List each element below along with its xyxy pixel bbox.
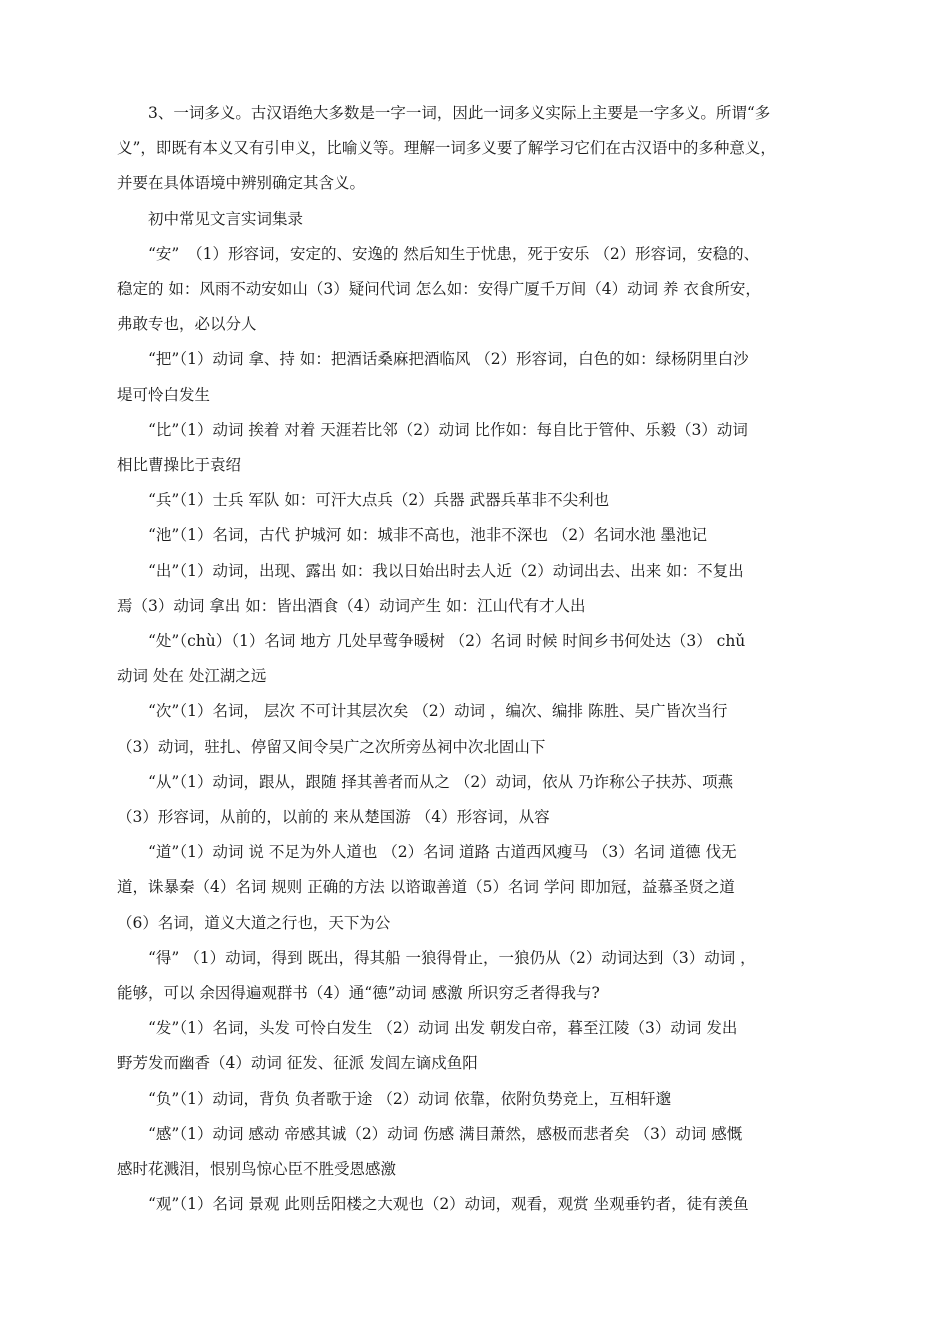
entry-paragraph	[117, 237, 837, 343]
entry-paragraph	[117, 624, 837, 694]
text-line: “负”（1）动词，背负 负者歌于途 （2）动词 依靠，依附负势竞上，互相轩邈	[148, 1089, 672, 1108]
section-title: 初中常见文言实词集录	[148, 209, 304, 228]
entry-paragraph	[117, 554, 837, 624]
text-line: （6）名词，道义大道之行也，天下为公	[117, 913, 391, 932]
intro-paragraph	[117, 96, 837, 202]
text-line: “处”（chù）（1）名词 地方 几处早莺争暖树 （2）名词 时候 时间乡书何处达（3） chǔ	[148, 632, 746, 651]
entry-paragraph	[117, 835, 837, 941]
text-line: “感”（1）动词 感动 帝感其诚（2）动词 伤感 满目萧然，感极而悲者矣 （3）动词 感慨	[148, 1124, 743, 1143]
text-line: 道，诛暴秦（4）名词 规则 正确的方法 以谘诹善道（5）名词 学问 即加冠，益慕圣贤之道	[117, 878, 735, 897]
text-line: “从”（1）动词，跟从，跟随 择其善者而从之 （2）动词，依从 乃诈称公子扶苏、项燕	[148, 772, 734, 791]
text-line: 焉（3）动词 拿出 如：皆出酒食（4）动词产生 如：江山代有才人出	[117, 596, 586, 615]
text-line: “把”（1）动词 拿、持 如：把酒话桑麻把酒临风 （2）形容词，白色的如：绿杨阴里白沙	[148, 350, 749, 369]
text-line: “兵”（1）士兵 军队 如：可汗大点兵（2）兵器 武器兵革非不尖利也	[148, 491, 610, 510]
entry-paragraph	[117, 483, 837, 518]
entry-paragraph	[117, 694, 837, 764]
text-line: 动词 处在 处江湖之远	[117, 667, 267, 686]
text-line: 感时花溅泪，恨别鸟惊心臣不胜受恩感激	[117, 1160, 397, 1179]
text-line: “出”（1）动词，出现、露出 如：我以日始出时去人近（2）动词出去、出来 如：不复出	[148, 561, 744, 580]
text-line: 相比曹操比于袁绍	[117, 456, 242, 475]
text-line: 能够，可以 余因得遍观群书（4）通“德”动词 感激 所识穷乏者得我与?	[117, 984, 600, 1003]
entry-paragraph	[117, 1117, 837, 1187]
text-line: “比”（1）动词 挨着 对着 天涯若比邻（2）动词 比作如：每自比于管仲、乐毅（3）动词	[148, 420, 748, 439]
text-line: （3）形容词，从前的，以前的 来从楚国游 （4）形容词，从容	[117, 808, 550, 827]
text-line: “池”（1）名词，古代 护城河 如：城非不高也，池非不深也 （2）名词水池 墨池记	[148, 526, 708, 545]
entry-paragraph	[117, 1082, 837, 1117]
document-page	[117, 96, 837, 1223]
text-line: （3）动词，驻扎、停留又间令吴广之次所旁丛祠中次北固山下	[117, 737, 546, 756]
text-line: 弗敢专也，必以分人	[117, 315, 257, 334]
entry-paragraph	[117, 342, 837, 412]
entry-paragraph	[117, 518, 837, 553]
text-line: “得” （1）动词，得到 既出，得其船 一狼得骨止，一狼仍从（2）动词达到（3）动词 ，	[148, 948, 756, 967]
entry-paragraph	[117, 413, 837, 483]
text-line: “发”（1）名词，头发 可怜白发生 （2）动词 出发 朝发白帝，暮至江陵（3）动词 发出	[148, 1019, 738, 1038]
entry-paragraph	[117, 941, 837, 1011]
text-line: “道”（1）动词 说 不足为外人道也 （2）名词 道路 古道西风瘦马 （3）名词 道德 伐无	[148, 843, 737, 862]
text-line: “观”（1）名词 景观 此则岳阳楼之大观也（2）动词，观看，观赏 坐观垂钓者，徒有羡鱼	[148, 1195, 749, 1214]
entry-paragraph	[117, 1187, 837, 1222]
text-line: 并要在具体语境中辨别确定其含义。	[117, 174, 366, 193]
text-line: 义”，即既有本义又有引申义，比喻义等。理解一词多义要了解学习它们在古汉语中的多种意义，	[117, 139, 776, 158]
text-line: 稳定的 如：风雨不动安如山（3）疑问代词 怎么如：安得广厦千万间（4）动词 养 衣食所安，	[117, 280, 761, 299]
entry-paragraph	[117, 1011, 837, 1081]
text-line: 野芳发而幽香（4）动词 征发、征派 发闾左谪戍鱼阳	[117, 1054, 478, 1073]
text-line: “安” （1）形容词，安定的、安逸的 然后知生于忧患，死于安乐 （2）形容词，安稳的、	[148, 244, 760, 263]
text-line: 3、一词多义。古汉语绝大多数是一字一词，因此一词多义实际上主要是一字多义。所谓“多	[148, 104, 771, 122]
text-line: “次”（1）名词， 层次 不可计其层次矣 （2）动词 ，编次、编排 陈胜、吴广皆次当行	[148, 702, 728, 721]
entry-paragraph	[117, 765, 837, 835]
entry-list	[117, 237, 837, 1223]
text-line: 堤可怜白发生	[117, 385, 211, 404]
